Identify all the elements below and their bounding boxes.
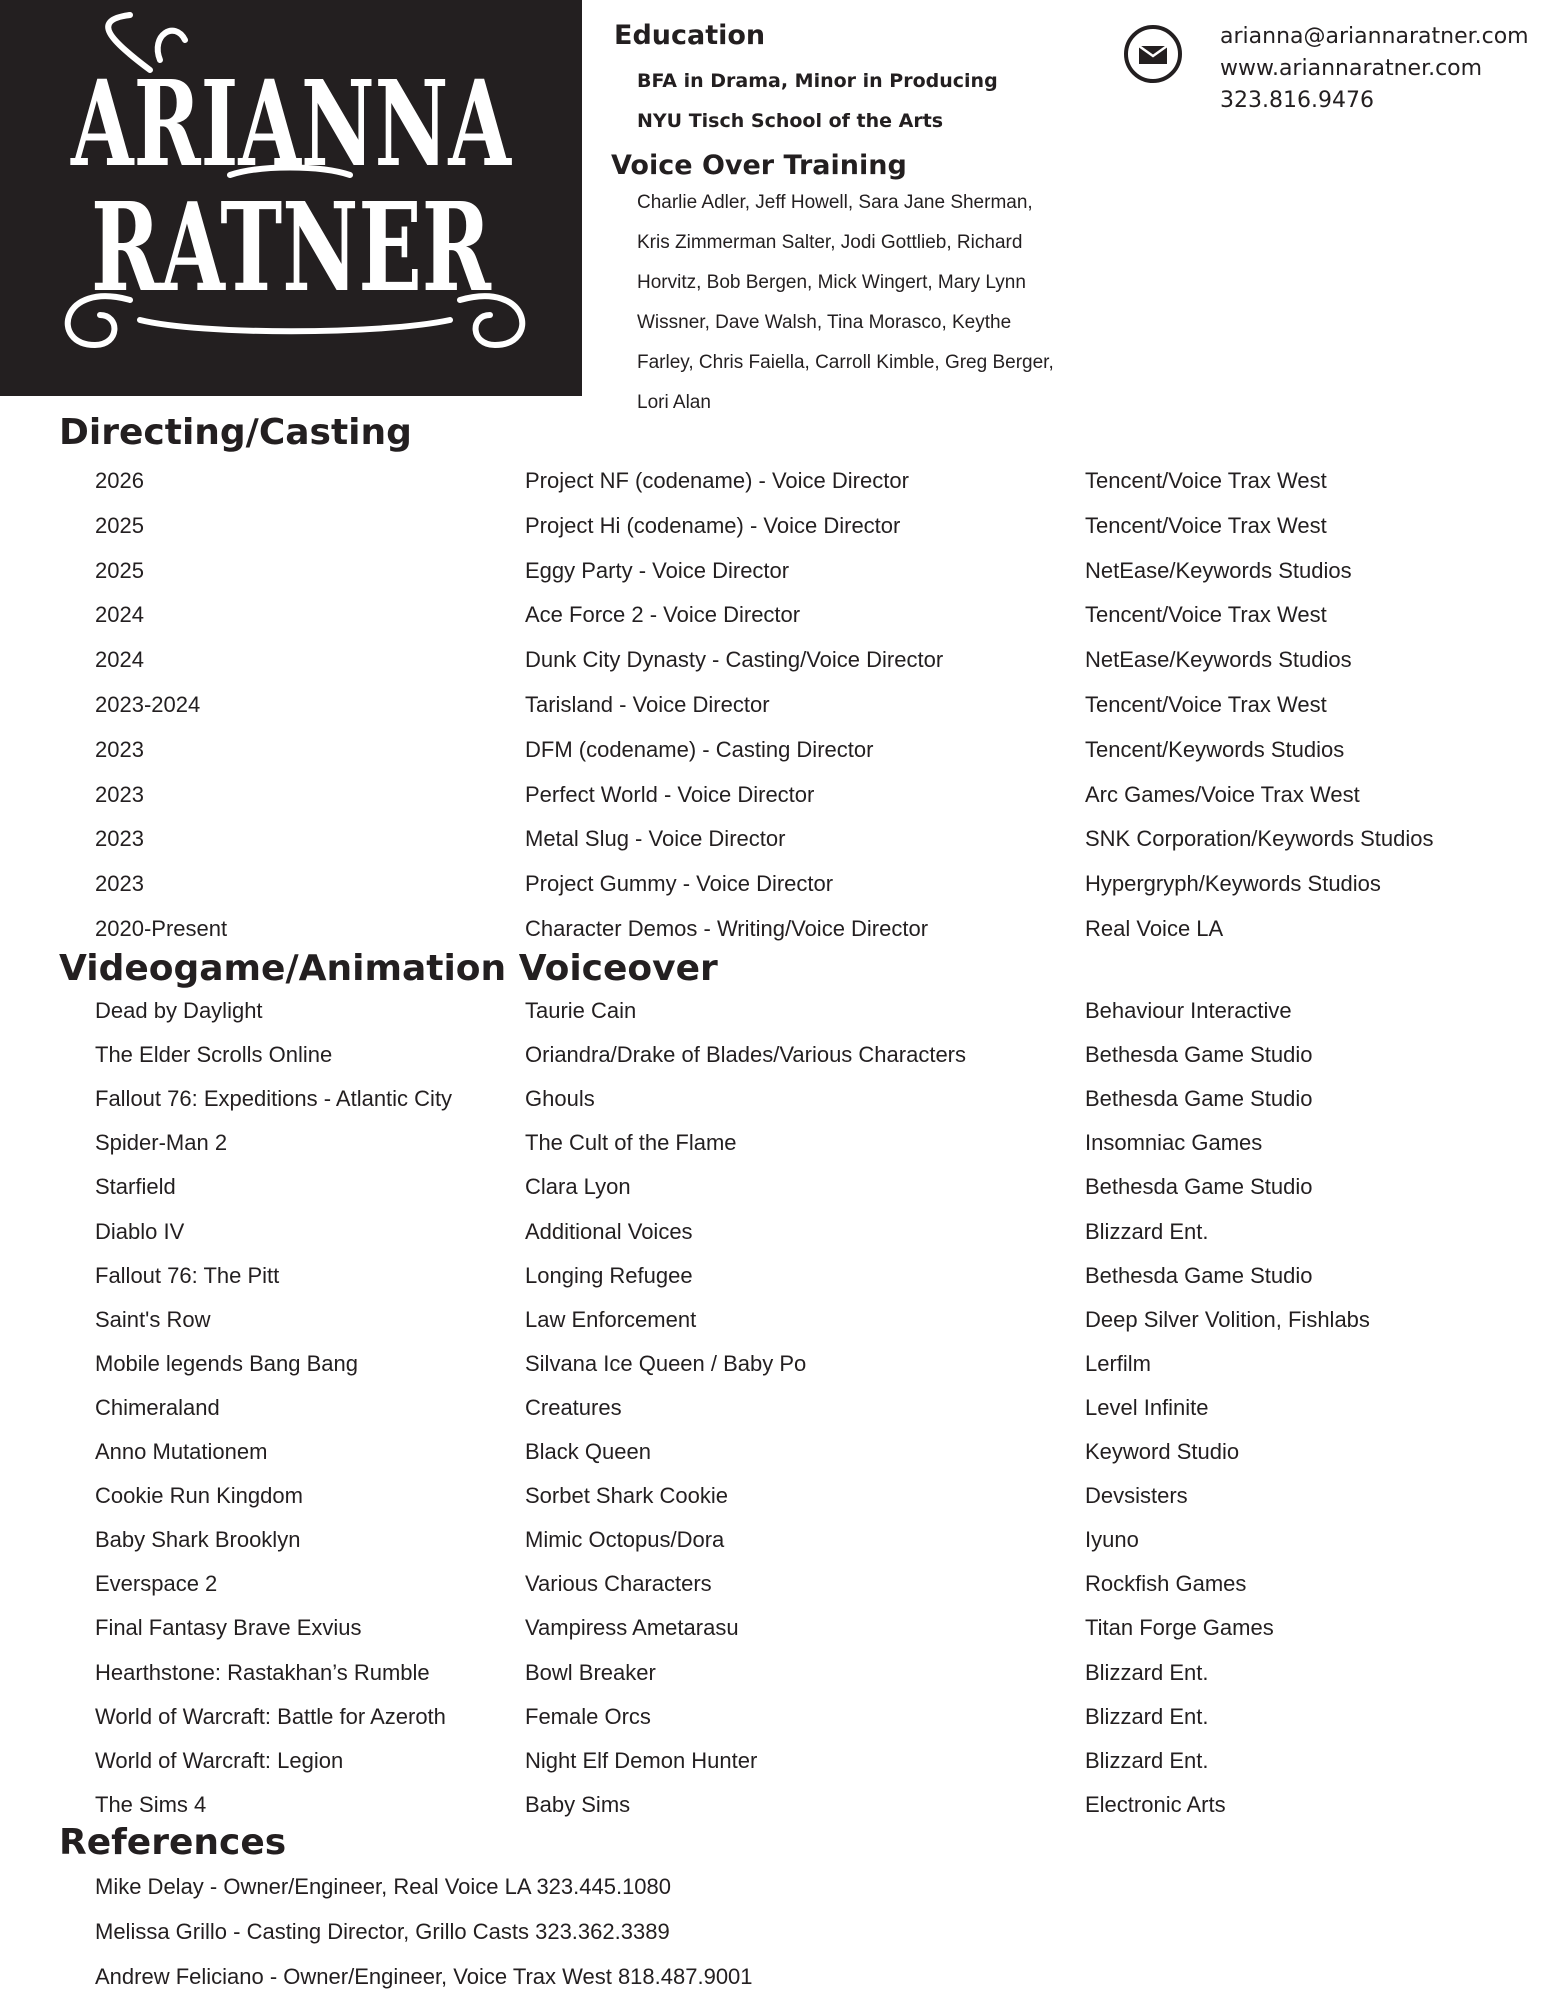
voiceover-row [0, 1615, 1545, 1655]
directing-row-col2: Dunk City Dynasty - Casting/Voice Director [525, 647, 944, 673]
directing-row-col2: Metal Slug - Voice Director [525, 826, 786, 852]
voiceover-row [0, 998, 1545, 1038]
voiceover-row [0, 1483, 1545, 1523]
directing-row-col2: Project Hi (codename) - Voice Director [525, 512, 901, 538]
directing-row [0, 871, 1545, 911]
voiceover-row-col1: Baby Shark Brooklyn [95, 1527, 301, 1553]
voiceover-row-col1: Fallout 76: The Pitt [95, 1262, 280, 1288]
voiceover-row-col1: Saint's Row [95, 1306, 211, 1332]
directing-row-col2: Project Gummy - Voice Director [525, 871, 834, 897]
voiceover-row-col1: Everspace 2 [95, 1571, 218, 1597]
voiceover-row [0, 1307, 1545, 1347]
reference-item: Andrew Feliciano - Owner/Engineer, Voice Trax West 818.487.9001 [95, 1964, 753, 1989]
directing-row-col3: Tencent/Voice Trax West [1085, 512, 1327, 538]
voiceover-row-col1: Cookie Run Kingdom [95, 1483, 303, 1509]
voiceover-row-col3: Rockfish Games [1085, 1571, 1247, 1597]
education-school: NYU Tisch School of the Arts [637, 110, 944, 132]
voiceover-row-col3: Bethesda Game Studio [1085, 1262, 1313, 1288]
voiceover-row-col2: Oriandra/Drake of Blades/Various Characters [525, 1042, 967, 1068]
directing-row-col1: 2024 [95, 602, 144, 628]
voiceover-row [0, 1527, 1545, 1567]
voiceover-row-col2: Vampiress Ametarasu [525, 1615, 739, 1641]
voiceover-row-col1: Chimeraland [95, 1394, 220, 1420]
voiceover-row-col3: Behaviour Interactive [1085, 998, 1292, 1023]
voiceover-row-col2: The Cult of the Flame [525, 1130, 737, 1156]
directing-row [0, 647, 1545, 687]
logo-first-name: ARIANNA [70, 54, 512, 193]
directing-row-col2: Tarisland - Voice Director [525, 692, 770, 717]
voiceover-row-col3: Blizzard Ent. [1085, 1659, 1209, 1685]
education-heading: Education [614, 20, 766, 51]
directing-row-col3: Hypergryph/Keywords Studios [1085, 871, 1381, 897]
voiceover-row-col1: The Elder Scrolls Online [95, 1042, 333, 1068]
voiceover-row-col1: Mobile legends Bang Bang [95, 1350, 358, 1376]
directing-row [0, 737, 1545, 777]
voiceover-row-col3: Blizzard Ent. [1085, 1218, 1209, 1244]
contact-website[interactable]: www.ariannaratner.com [1220, 56, 1483, 81]
voiceover-heading: Videogame/Animation Voiceover [59, 948, 718, 989]
reference-item: Mike Delay - Owner/Engineer, Real Voice LA 323.445.1080 [95, 1874, 672, 1899]
voiceover-row-col2: Baby Sims [525, 1791, 631, 1817]
references-heading: References [59, 1822, 287, 1863]
voiceover-row-col2: Law Enforcement [525, 1306, 697, 1332]
directing-row-col2: DFM (codename) - Casting Director [525, 736, 874, 762]
voiceover-row-col2: Creatures [525, 1394, 622, 1420]
training-list: Charlie Adler, Jeff Howell, Sara Jane Sherman, Kris Zimmerman Salter, Jodi Gottlieb, Richard Horvitz, Bob Bergen, Mick Wingert, Mary Lynn Wissner, Dave Walsh, Tina Morasco, Keythe Farley, Chris Faiella, Carroll Kimble, Greg Berger, Lori Alan [637, 192, 1054, 413]
voiceover-row-col2: Female Orcs [525, 1703, 651, 1729]
directing-row-col3: Real Voice LA [1085, 916, 1224, 941]
directing-row [0, 826, 1545, 866]
voiceover-row-col2: Longing Refugee [525, 1262, 693, 1288]
directing-row [0, 468, 1545, 508]
voiceover-row-col1: Final Fantasy Brave Exvius [95, 1615, 362, 1641]
directing-row-col2: Eggy Party - Voice Director [525, 557, 790, 583]
voiceover-row [0, 1130, 1545, 1170]
directing-row-col2: Project NF (codename) - Voice Director [525, 468, 909, 493]
directing-row [0, 513, 1545, 553]
voiceover-row [0, 1395, 1545, 1435]
voiceover-row-col2: Taurie Cain [525, 998, 637, 1023]
voiceover-row-col3: Devsisters [1085, 1483, 1188, 1509]
directing-row [0, 558, 1545, 598]
directing-row-col2: Perfect World - Voice Director [525, 781, 815, 807]
voiceover-row-col1: Hearthstone: Rastakhan’s Rumble [95, 1659, 430, 1685]
voiceover-row-col3: Insomniac Games [1085, 1130, 1263, 1156]
directing-row-col1: 2025 [95, 512, 144, 538]
voiceover-row-col2: Bowl Breaker [525, 1659, 656, 1685]
directing-row-col1: 2023 [95, 826, 144, 852]
reference-item: Melissa Grillo - Casting Director, Grillo Casts 323.362.3389 [95, 1919, 670, 1944]
voiceover-row [0, 1086, 1545, 1126]
directing-row-col1: 2023 [95, 781, 144, 807]
training-heading: Voice Over Training [611, 150, 907, 181]
directing-row-col1: 2024 [95, 647, 144, 673]
directing-row-col2: Ace Force 2 - Voice Director [525, 602, 801, 628]
directing-row-col1: 2026 [95, 468, 144, 493]
contact-email[interactable]: arianna@ariannaratner.com [1220, 24, 1529, 49]
voiceover-row-col3: Titan Forge Games [1085, 1615, 1274, 1641]
voiceover-row-col2: Night Elf Demon Hunter [525, 1747, 758, 1773]
directing-row-col1: 2020-Present [95, 916, 228, 941]
voiceover-row-col3: Lerfilm [1085, 1350, 1152, 1376]
voiceover-row [0, 1748, 1545, 1788]
voiceover-row-col3: Keyword Studio [1085, 1439, 1240, 1464]
voiceover-row-col2: Mimic Octopus/Dora [525, 1527, 725, 1553]
voiceover-row-col3: Iyuno [1085, 1527, 1139, 1553]
voiceover-row-col1: World of Warcraft: Battle for Azeroth [95, 1703, 446, 1729]
voiceover-row-col1: Dead by Daylight [95, 998, 263, 1023]
directing-row-col3: NetEase/Keywords Studios [1085, 557, 1352, 583]
voiceover-row-col3: Level Infinite [1085, 1394, 1209, 1420]
voiceover-row-col1: Diablo IV [95, 1218, 185, 1244]
envelope-icon [1123, 24, 1183, 84]
directing-heading: Directing/Casting [59, 412, 412, 453]
voiceover-row-col1: Spider-Man 2 [95, 1130, 228, 1156]
logo-last-name: RATNER [91, 175, 493, 319]
directing-row-col3: Tencent/Voice Trax West [1085, 602, 1327, 628]
voiceover-row [0, 1571, 1545, 1611]
voiceover-row-col1: Starfield [95, 1174, 176, 1200]
voiceover-row-col1: Anno Mutationem [95, 1439, 268, 1464]
directing-row-col3: NetEase/Keywords Studios [1085, 647, 1352, 673]
voiceover-row [0, 1263, 1545, 1303]
directing-row-col1: 2025 [95, 557, 144, 583]
voiceover-row [0, 1219, 1545, 1259]
voiceover-row [0, 1174, 1545, 1214]
voiceover-row-col3: Bethesda Game Studio [1085, 1042, 1313, 1068]
directing-row-col3: Tencent/Voice Trax West [1085, 468, 1327, 493]
directing-row-col3: Tencent/Voice Trax West [1085, 692, 1327, 717]
voiceover-row [0, 1042, 1545, 1082]
voiceover-row-col2: Sorbet Shark Cookie [525, 1483, 728, 1509]
voiceover-row-col3: Bethesda Game Studio [1085, 1174, 1313, 1200]
voiceover-row-col3: Electronic Arts [1085, 1791, 1226, 1817]
directing-row-col2: Character Demos - Writing/Voice Director [525, 916, 929, 941]
directing-row-col1: 2023 [95, 871, 144, 897]
voiceover-row-col3: Bethesda Game Studio [1085, 1086, 1313, 1112]
name-logo-art [0, 0, 582, 396]
voiceover-row-col2: Additional Voices [525, 1218, 693, 1244]
voiceover-row-col2: Silvana Ice Queen / Baby Po [525, 1350, 807, 1376]
voiceover-row-col2: Black Queen [525, 1439, 651, 1464]
voiceover-row-col2: Various Characters [525, 1571, 712, 1597]
voiceover-row [0, 1660, 1545, 1700]
voiceover-row [0, 1439, 1545, 1479]
voiceover-row-col1: World of Warcraft: Legion [95, 1747, 344, 1773]
directing-row-col1: 2023 [95, 736, 144, 762]
name-logo [0, 0, 582, 396]
voiceover-row [0, 1704, 1545, 1744]
directing-row-col1: 2023-2024 [95, 692, 201, 717]
voiceover-row-col1: Fallout 76: Expeditions - Atlantic City [95, 1086, 453, 1112]
voiceover-row-col2: Clara Lyon [525, 1174, 631, 1200]
directing-row [0, 602, 1545, 642]
voiceover-row-col3: Blizzard Ent. [1085, 1747, 1209, 1773]
directing-row-col3: SNK Corporation/Keywords Studios [1085, 826, 1434, 852]
voiceover-row-col1: The Sims 4 [95, 1791, 207, 1817]
directing-row-col3: Tencent/Keywords Studios [1085, 736, 1345, 762]
directing-row [0, 692, 1545, 732]
voiceover-row-col2: Ghouls [525, 1086, 595, 1112]
contact-phone: 323.816.9476 [1220, 88, 1374, 113]
directing-row [0, 782, 1545, 822]
voiceover-row-col3: Blizzard Ent. [1085, 1703, 1209, 1729]
voiceover-row-col3: Deep Silver Volition, Fishlabs [1085, 1306, 1370, 1332]
voiceover-row [0, 1351, 1545, 1391]
education-degree: BFA in Drama, Minor in Producing [637, 70, 998, 92]
directing-row-col3: Arc Games/Voice Trax West [1085, 781, 1360, 807]
